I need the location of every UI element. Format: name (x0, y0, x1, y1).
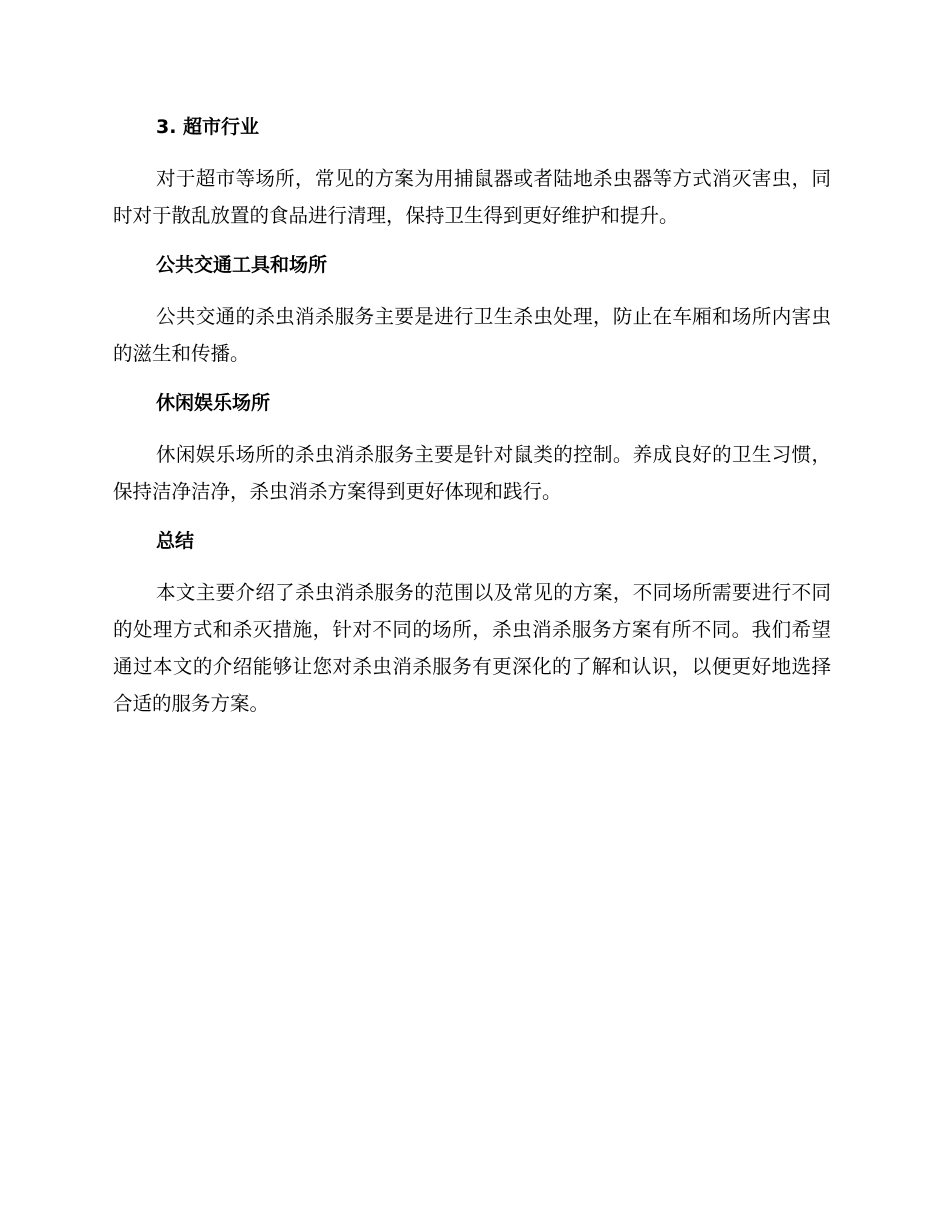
section-heading-leisure-venues: 休闲娱乐场所 (156, 392, 271, 414)
section-paragraph-summary: 本文主要介绍了杀虫消杀服务的范围以及常见的方案，不同场所需要进行不同的处理方式和杀灭措施，针对不同的场所，杀虫消杀服务方案有所不同。我们希望通过本文的介绍能够让您对杀虫消杀服务有更深化的了解和认识，以便更好地选择合适的服务方案。 (113, 581, 831, 715)
section-heading-summary: 总结 (156, 530, 195, 552)
section-paragraph-leisure-venues: 休闲娱乐场所的杀虫消杀服务主要是针对鼠类的控制。养成良好的卫生习惯，保持洁净洁净，杀虫消杀方案得到更好体现和践行。 (113, 443, 831, 503)
section-paragraph-supermarket: 对于超市等场所，常见的方案为用捕鼠器或者陆地杀虫器等方式消灭害虫，同时对于散乱放置的食品进行清理，保持卫生得到更好维护和提升。 (113, 167, 831, 227)
section-paragraph-public-transport: 公共交通的杀虫消杀服务主要是进行卫生杀虫处理，防止在车厢和场所内害虫的滋生和传播。 (113, 305, 831, 365)
section-heading-public-transport: 公共交通工具和场所 (156, 254, 328, 276)
section-heading-supermarket: 3. 超市行业 (156, 116, 260, 138)
document-body (113, 110, 831, 736)
